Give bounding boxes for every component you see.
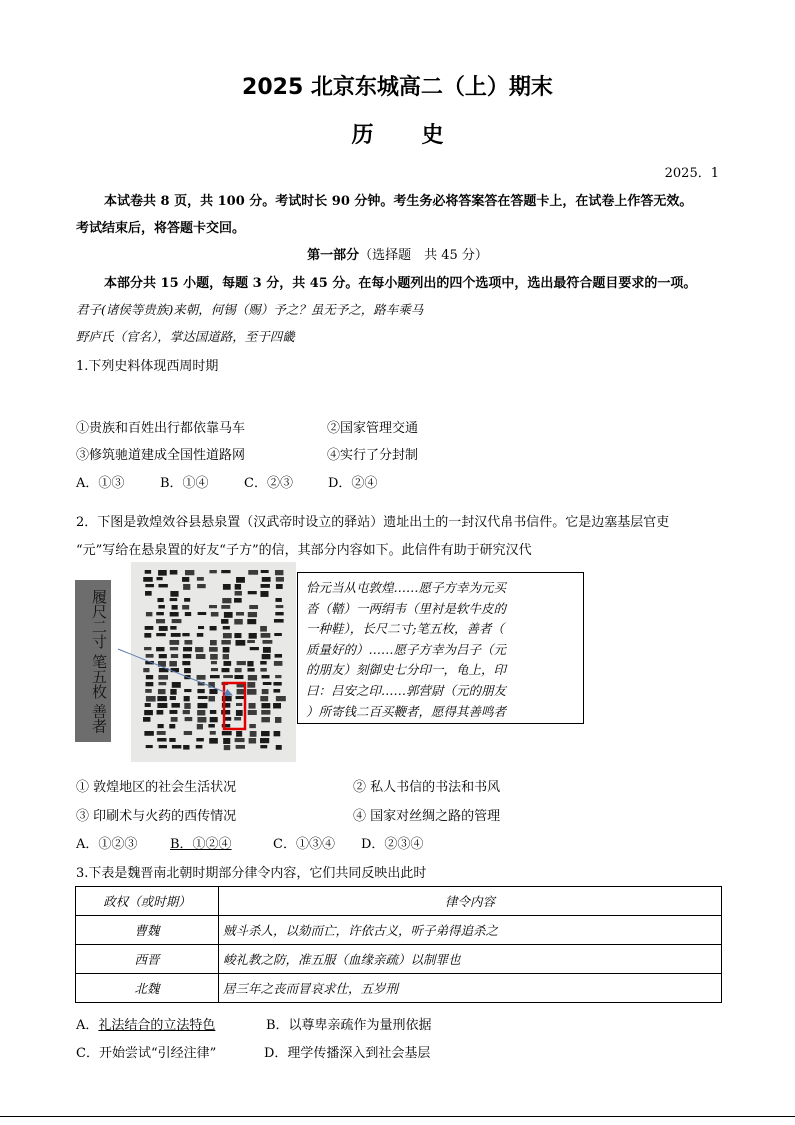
table-cell: 曹魏 [76, 916, 219, 945]
q1-answer-c: C．②③ [244, 476, 293, 491]
q2-option-2: ② 私人书信的书法和书风 [353, 780, 501, 795]
page-title: 2025 北京东城高二（上）期末 [242, 75, 553, 100]
brush-stroke [224, 745, 230, 750]
brush-stroke [157, 710, 164, 715]
q3-answer-a: A．礼法结合的立法特色 [76, 1018, 216, 1033]
brush-stroke [196, 738, 204, 741]
brush-stroke [275, 654, 282, 658]
brush-stroke [261, 570, 269, 573]
brush-stroke [261, 731, 270, 736]
brush-stroke [196, 745, 203, 748]
brush-stroke [275, 675, 281, 678]
brush-stroke [260, 668, 266, 672]
brush-stroke [260, 738, 269, 743]
brush-stroke [276, 605, 284, 608]
brush-stroke [183, 710, 190, 714]
brush-stroke [210, 626, 217, 630]
q2-answer-b: B．①②④ [170, 837, 232, 852]
law-table [75, 886, 722, 1003]
subject-title: 历史 [351, 123, 492, 148]
q2-option-1: ① 敦煌地区的社会生活状况 [76, 780, 237, 795]
brush-stroke [221, 605, 230, 609]
instructions-line2: 考试结束后，将答题卡交回。 [76, 221, 246, 236]
brush-stroke [158, 570, 167, 576]
brush-stroke [221, 710, 230, 714]
q1-answer-b: B．①④ [160, 476, 209, 491]
brush-stroke [276, 577, 284, 582]
q1-answer-a: A．①③ [76, 476, 125, 491]
brush-stroke [261, 703, 270, 708]
brush-stroke [183, 745, 189, 750]
brush-stroke [262, 689, 269, 694]
brush-stroke [156, 619, 165, 623]
table-header-cell: 政权（或时期） [76, 887, 219, 916]
q3-answer-b: B．以尊卑亲疏作为量刑依据 [266, 1018, 432, 1033]
letter-line: 恰元当从屯敦煌……愿子方幸为元买 [306, 580, 507, 595]
brush-stroke [276, 584, 283, 589]
brush-stroke [236, 745, 245, 749]
brush-stroke [248, 612, 257, 617]
brush-stroke [185, 717, 193, 721]
brush-stroke [260, 591, 268, 597]
table-cell: 峻礼教之防，准五服（血缘亲疏）以制罪也 [219, 945, 722, 974]
brush-stroke [249, 738, 256, 743]
brush-stroke [156, 612, 164, 615]
brush-stroke [197, 703, 207, 708]
brush-stroke [247, 661, 253, 666]
part1-heading-bold: 第一部分 [307, 248, 360, 263]
brush-stroke [274, 619, 284, 623]
q2-option-4: ④ 国家对丝绸之路的管理 [353, 809, 501, 824]
brush-stroke [247, 689, 256, 695]
brush-stroke [236, 731, 242, 737]
enlarged-strip-image [75, 580, 111, 742]
brush-stroke [262, 640, 272, 644]
brush-stroke [275, 570, 283, 575]
brush-stroke [276, 696, 286, 701]
letter-line: 一种鞋），长尺二寸;笔五枚，善者（ [306, 621, 504, 637]
letter-content-box [297, 572, 584, 724]
brush-stroke [198, 612, 207, 615]
q2-stem-1: 2．下图是敦煌效谷县悬泉置（汉武帝时设立的驿站）遗址出土的一封汉代帛书信件。它是边塞基层官吏 [76, 515, 670, 530]
brush-stroke [211, 612, 219, 617]
brush-stroke [169, 710, 177, 714]
brush-stroke [223, 626, 230, 629]
brush-stroke [169, 724, 175, 728]
brush-stroke [145, 703, 151, 707]
brush-stroke [197, 577, 204, 581]
brush-stroke [143, 717, 150, 722]
brush-stroke [157, 731, 166, 735]
brush-stroke [248, 591, 257, 594]
brush-stroke [157, 703, 167, 708]
brush-stroke [144, 731, 153, 736]
brush-stroke [172, 745, 181, 749]
brush-stroke [170, 612, 179, 616]
brush-stroke [157, 577, 163, 580]
brush-stroke [172, 605, 178, 610]
brush-stroke [263, 682, 272, 685]
brush-stroke [143, 577, 153, 582]
brush-stroke [261, 584, 270, 588]
q1-option-4: ④实行了分封制 [327, 448, 419, 463]
brush-stroke [197, 633, 203, 637]
brush-stroke [235, 584, 241, 590]
part1-heading [0, 244, 795, 263]
brush-stroke [248, 570, 258, 575]
table-cell: 北魏 [76, 974, 219, 1003]
brush-stroke [224, 612, 233, 618]
brush-stroke [209, 605, 217, 608]
brush-stroke [249, 605, 258, 609]
brush-stroke [209, 570, 216, 573]
brush-stroke [275, 717, 281, 723]
brush-stroke [260, 626, 267, 632]
brush-stroke [248, 675, 257, 680]
brush-stroke [261, 710, 270, 715]
brush-stroke [145, 584, 154, 587]
brush-stroke [182, 605, 189, 609]
brush-stroke [274, 633, 282, 636]
brush-stroke [221, 570, 230, 573]
table-row [76, 916, 722, 945]
brush-stroke [197, 717, 206, 723]
q2-answer-d: D．②③④ [361, 837, 424, 852]
brush-stroke [275, 598, 281, 602]
brush-stroke [184, 731, 192, 735]
letter-line: 的朋友）刻御史七分印一，龟上，印 [306, 662, 507, 678]
letter-line: ）所寄钱二百买鞭者，愿得其善鸣者 [306, 703, 507, 719]
brush-stroke [144, 710, 153, 715]
brush-stroke [262, 654, 271, 659]
brush-stroke [221, 619, 228, 624]
brush-stroke [273, 703, 281, 708]
instructions-line1: 本试卷共 8 页，共 100 分。考试时长 90 分钟。考生务必将答案答在答题卡上，在试卷上作答无效。 [104, 194, 693, 209]
brush-stroke [197, 724, 203, 729]
table-header-cell: 律令内容 [219, 887, 722, 916]
brush-stroke [249, 703, 256, 709]
brush-stroke [210, 717, 218, 722]
brush-stroke [260, 661, 266, 665]
brush-stroke [234, 717, 241, 720]
q3-answer-a-text: 礼法结合的立法特色 [98, 1018, 216, 1033]
brush-stroke [208, 724, 214, 728]
part1-heading-rest: （选择题 共 45 分） [359, 248, 488, 263]
brush-stroke [236, 703, 242, 706]
exam-date: 2025．1 [664, 166, 719, 181]
brush-stroke [157, 738, 166, 742]
q2-stem-2: “元”写给在悬泉置的好友“子方”的信，其部分内容如下。此信件有助于研究汉代 [76, 543, 532, 558]
q1-answer-d: D．②④ [328, 476, 378, 491]
brush-stroke [183, 584, 190, 590]
brush-stroke [182, 577, 189, 582]
brush-stroke [170, 626, 176, 630]
brush-stroke [146, 745, 153, 748]
brush-stroke [247, 640, 255, 643]
enlarged-strip-text: 履尺二寸 笔五枚 善者 [90, 588, 108, 734]
brush-stroke [156, 633, 166, 636]
brush-stroke [198, 626, 204, 629]
letter-line: 沓（鞜）一两绢韦（里衬是软牛皮的 [306, 600, 507, 616]
brush-stroke [247, 668, 254, 672]
brush-stroke [249, 633, 257, 639]
brush-stroke [273, 682, 281, 686]
brush-stroke [182, 633, 189, 636]
brush-stroke [197, 584, 206, 588]
brush-stroke [171, 633, 181, 637]
brush-stroke [260, 745, 267, 748]
brush-stroke [234, 633, 241, 638]
q1-stem: 1.下列史料体现西周时期 [76, 359, 219, 374]
brush-stroke [247, 682, 255, 688]
brush-stroke [146, 612, 152, 616]
letter-line: 曰：吕安之印……郭营尉（元的朋友 [306, 682, 507, 698]
table-cell: 西晋 [76, 945, 219, 974]
brush-stroke [248, 710, 257, 715]
q3-answer-c: C．开始尝试“引经注律” [76, 1046, 217, 1061]
brush-stroke [145, 570, 151, 574]
brush-stroke [209, 738, 218, 744]
brush-stroke [159, 626, 168, 631]
brush-stroke [235, 738, 245, 742]
brush-stroke [274, 731, 281, 736]
letter-line: 质量好的）……愿子方幸为吕子（元 [306, 641, 507, 657]
part1-intro: 本部分共 15 小题，每题 3 分，共 45 分。在每小题列出的四个选项中，选出最符合题目要求的一项。 [104, 276, 697, 291]
q1-option-2: ②国家管理交通 [327, 421, 419, 436]
brush-stroke [172, 619, 182, 623]
brush-stroke [260, 696, 268, 701]
q1-quote-2: 野庐氏（官名），掌达国道路，至于四畿 [76, 329, 295, 344]
brush-stroke [249, 724, 256, 728]
brush-stroke [210, 710, 216, 714]
brush-stroke [262, 577, 271, 582]
brush-stroke [236, 577, 245, 583]
q2-answer-a: A．①②③ [76, 837, 138, 852]
brush-stroke [261, 633, 271, 638]
q3-stem: 3.下表是魏晋南北朝时期部分律令内容，它们共同反映出此时 [76, 866, 427, 881]
brush-stroke [234, 619, 243, 624]
q1-option-3: ③修筑驰道建成全国性道路网 [76, 448, 246, 463]
brush-stroke [170, 598, 178, 601]
brush-stroke [145, 591, 152, 596]
pointer-arrow [110, 640, 240, 700]
brush-stroke [222, 598, 231, 603]
page-bottom-rule [0, 1116, 795, 1117]
brush-stroke [145, 626, 154, 630]
brush-stroke [171, 703, 179, 708]
table-cell: 居三年之丧而冒哀求仕，五岁刑 [219, 974, 722, 1003]
brush-stroke [157, 598, 163, 602]
brush-stroke [274, 661, 283, 666]
brush-stroke [184, 598, 190, 602]
brush-stroke [273, 689, 280, 693]
brush-stroke [144, 633, 151, 638]
brush-stroke [263, 647, 271, 653]
brush-stroke [250, 731, 257, 737]
brush-stroke [235, 591, 242, 596]
table-cell: 贼斗杀人，以劾而亡，许依古义，听子弟得追杀之 [219, 916, 722, 945]
q3-answer-d: D．理学传播深入到社会基层 [264, 1046, 431, 1061]
brush-stroke [158, 584, 167, 587]
q2-answer-c: C．①③④ [273, 837, 335, 852]
brush-stroke [169, 738, 175, 742]
table-row [76, 945, 722, 974]
brush-stroke [159, 745, 167, 748]
brush-stroke [222, 731, 232, 735]
table-row [76, 974, 722, 1003]
brush-stroke [275, 612, 283, 615]
brush-stroke [170, 570, 178, 575]
brush-stroke [247, 619, 256, 624]
brush-stroke [185, 570, 194, 575]
q2-option-3: ③ 印刷术与火药的西传情况 [76, 809, 237, 824]
brush-stroke [261, 717, 270, 722]
brush-stroke [210, 731, 216, 735]
brush-stroke [158, 605, 165, 608]
brush-stroke [185, 612, 191, 616]
brush-stroke [236, 710, 243, 716]
table-header-row [76, 887, 722, 916]
q1-quote-1: 君子(诸侯等贵族)来朝，何锡（赐）予之？虽无予之，路车乘马 [76, 302, 424, 317]
brush-stroke [223, 633, 232, 638]
q1-option-1: ①贵族和百姓出行都依靠马车 [76, 421, 246, 436]
brush-stroke [250, 647, 259, 650]
brush-stroke [261, 675, 269, 678]
brush-stroke [223, 738, 230, 744]
brush-stroke [236, 612, 244, 616]
brush-stroke [158, 724, 164, 728]
brush-stroke [276, 745, 282, 750]
brush-stroke [170, 591, 178, 597]
brush-stroke [197, 710, 205, 715]
brush-stroke [171, 717, 178, 722]
brush-stroke [234, 598, 242, 603]
brush-stroke [223, 584, 231, 590]
brush-stroke [184, 703, 190, 709]
